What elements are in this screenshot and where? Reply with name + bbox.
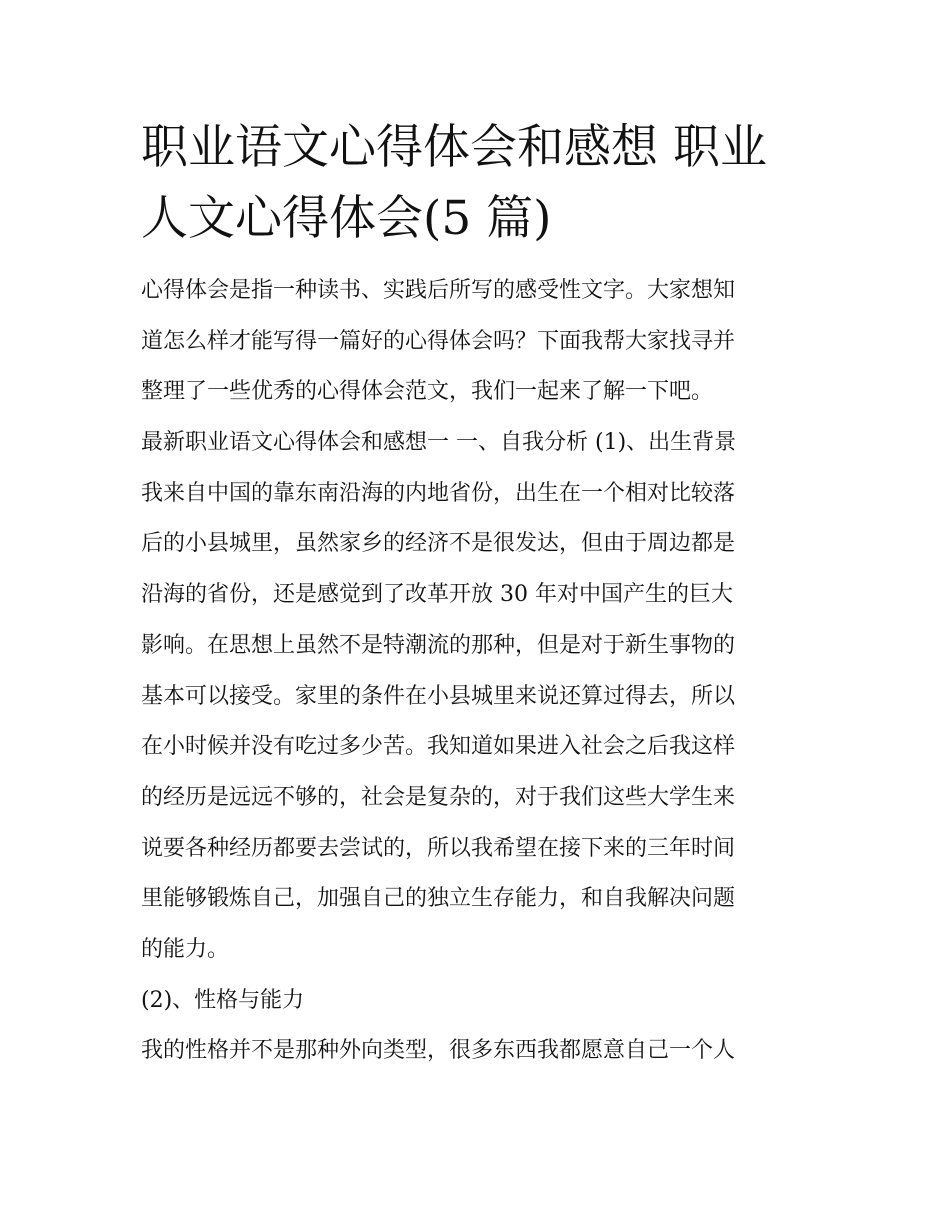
body-line: 在小时候并没有吃过多少苦。我知道如果进入社会之后我这样 [141,734,736,760]
body-line: 里能够锻炼自己，加强自己的独立生存能力，和自我解决问题 [141,886,736,912]
body-line: 最新职业语文心得体会和感想一 一、自我分析 (1)、出生背景 [141,430,737,456]
body-line: 沿海的省份，还是感觉到了改革开放 30 年对中国产生的巨大 [141,582,733,608]
body-line: 我的性格并不是那种外向类型，很多东西我都愿意自己一个人 [141,1038,736,1064]
document-body [141,266,821,1077]
title-line: 人文心得体会(5 篇) [141,191,552,246]
title-line: 职业语文心得体会和感想 职业 [141,120,767,175]
body-line: 影响。在思想上虽然不是特潮流的那种，但是对于新生事物的 [141,632,736,658]
body-line: 道怎么样才能写得一篇好的心得体会吗？下面我帮大家找寻并 [141,328,736,354]
document-content [141,112,821,1077]
body-line: 整理了一些优秀的心得体会范文，我们一起来了解一下吧。 [141,379,714,405]
body-line: 说要各种经历都要去尝试的，所以我希望在接下来的三年时间 [141,835,736,861]
body-line: 心得体会是指一种读书、实践后所写的感受性文字。大家想知 [141,278,736,303]
document-title [141,112,821,254]
body-line: 我来自中国的靠东南沿海的内地省份，出生在一个相对比较落 [141,480,736,506]
body-line: 的能力。 [141,936,230,962]
body-line: 后的小县城里，虽然家乡的经济不是很发达，但由于周边都是 [141,531,736,557]
section-heading-line: (2)、性格与能力 [141,987,305,1013]
body-line: 基本可以接受。家里的条件在小县城里来说还算过得去，所以 [141,683,736,709]
body-line: 的经历是远远不够的，社会是复杂的，对于我们这些大学生来 [141,784,736,810]
